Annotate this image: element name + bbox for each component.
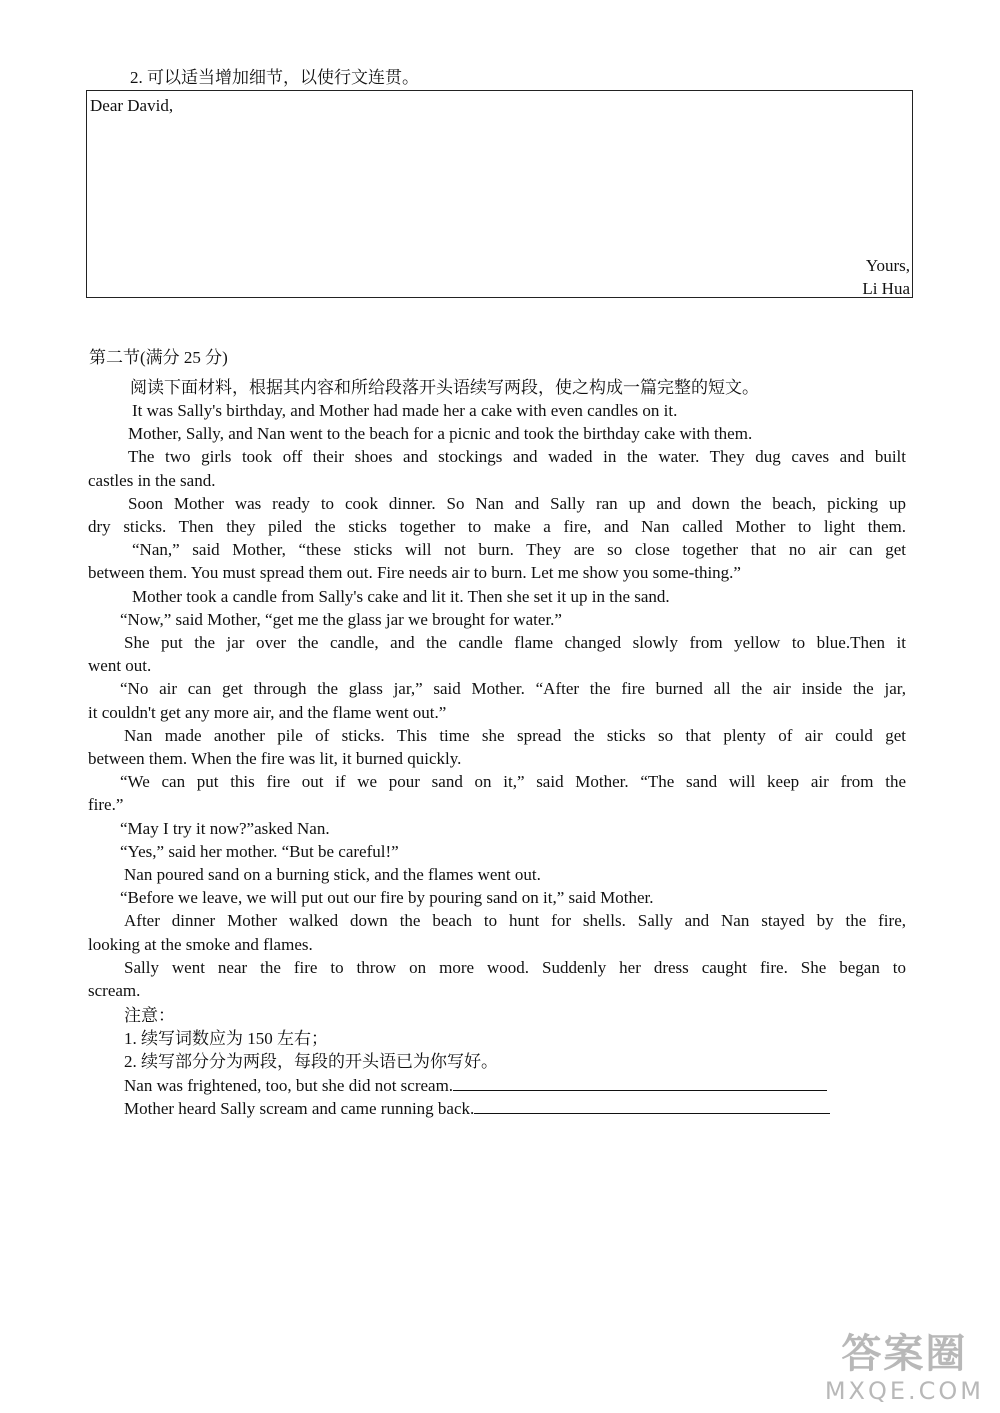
passage-line: “Now,” said Mother, “get me the glass jar we brought for water.” xyxy=(120,609,562,629)
watermark-url: MXQE.COM xyxy=(824,1377,984,1405)
passage-line: Soon Mother was ready to cook dinner. So Nan and Sally ran up and down the beach, picking up xyxy=(128,493,906,513)
passage-line: “Nan,” said Mother, “these sticks will not burn. They are so close together that no air can get xyxy=(132,540,906,560)
passage-line: between them. When the fire was lit, it burned quickly. xyxy=(88,749,462,769)
answer-blank-1[interactable] xyxy=(453,1089,827,1091)
prompt-2-text: Mother heard Sally scream and came running back. xyxy=(124,1098,475,1118)
prompt-1-text: Nan was frightened, too, but she did not scream. xyxy=(124,1075,454,1095)
continuation-prompt-1 xyxy=(88,1074,906,1097)
passage-line: Mother took a candle from Sally's cake and lit it. Then she set it up in the sand. xyxy=(132,586,670,606)
story-passage xyxy=(88,399,906,1002)
passage-line: “Yes,” said her mother. “But be careful!” xyxy=(120,841,399,861)
letter-closing xyxy=(862,254,910,300)
passage-line: looking at the smoke and flames. xyxy=(88,934,313,954)
passage-line: “May I try it now?”asked Nan. xyxy=(120,818,330,838)
answer-blank-2[interactable] xyxy=(474,1112,830,1114)
passage-line: went out. xyxy=(88,656,152,676)
signature: Li Hua xyxy=(862,279,910,299)
passage-line: Mother, Sally, and Nan went to the beach for a picnic and took the birthday cake with them. xyxy=(128,424,753,444)
passage-line: “Before we leave, we will put out our fire by pouring sand on it,” said Mother. xyxy=(120,888,654,908)
note-paragraphs: 2. 续写部分分为两段，每段的开头语已为你写好。 xyxy=(124,1052,498,1072)
passage-line: It was Sally's birthday, and Mother had made her a cake with even candles on it. xyxy=(132,401,678,420)
letter-salutation: Dear David, xyxy=(90,96,174,115)
passage-line: “We can put this fire out if we pour sand on it,” said Mother. “The sand will keep air from the xyxy=(120,772,906,792)
section-2-heading: 第二节(满分 25 分) xyxy=(89,348,228,367)
passage-line: Sally went near the fire to throw on more wood. Suddenly her dress caught fire. She began to xyxy=(124,957,906,977)
watermark-logo xyxy=(825,1331,984,1405)
passage-line: scream. xyxy=(88,981,141,1001)
passage-line: castles in the sand. xyxy=(88,470,216,490)
passage-line: “No air can get through the glass jar,” said Mother. “After the fire burned all the air inside the jar, xyxy=(120,679,906,699)
watermark-top: 答案圈 xyxy=(841,1331,968,1377)
closing-yours: Yours, xyxy=(865,256,910,275)
passage-line: Nan poured sand on a burning stick, and the flames went out. xyxy=(124,865,541,885)
writing-notes xyxy=(88,1004,906,1120)
passage-line: Nan made another pile of sticks. This time she spread the sticks so that plenty of air could get xyxy=(124,725,906,745)
section-2-instruction: 阅读下面材料，根据其内容和所给段落开头语续写两段，使之构成一篇完整的短文。 xyxy=(130,378,759,397)
passage-line: dry sticks. Then they piled the sticks together to make a fire, and Nan called Mother to light them. xyxy=(88,517,906,537)
passage-line: fire.” xyxy=(88,795,124,815)
passage-line: The two girls took off their shoes and stockings and waded in the water. They dug caves and built xyxy=(128,447,906,467)
passage-line: between them. You must spread them out. Fire needs air to burn. Let me show you some-thing.” xyxy=(88,563,741,583)
continuation-prompt-2 xyxy=(88,1097,906,1120)
letter-box xyxy=(86,90,913,298)
notes-heading: 注意： xyxy=(124,1006,175,1025)
passage-line: it couldn't get any more air, and the flame went out.” xyxy=(88,702,447,722)
note-2: 2. 可以适当增加细节，以使行文连贯。 xyxy=(130,68,419,87)
passage-line: After dinner Mother walked down the beach to hunt for shells. Sally and Nan stayed by the fire, xyxy=(124,911,906,931)
note-word-count: 1. 续写词数应为 150 左右； xyxy=(124,1029,328,1049)
passage-line: She put the jar over the candle, and the candle flame changed slowly from yellow to blue.Then it xyxy=(124,633,906,653)
